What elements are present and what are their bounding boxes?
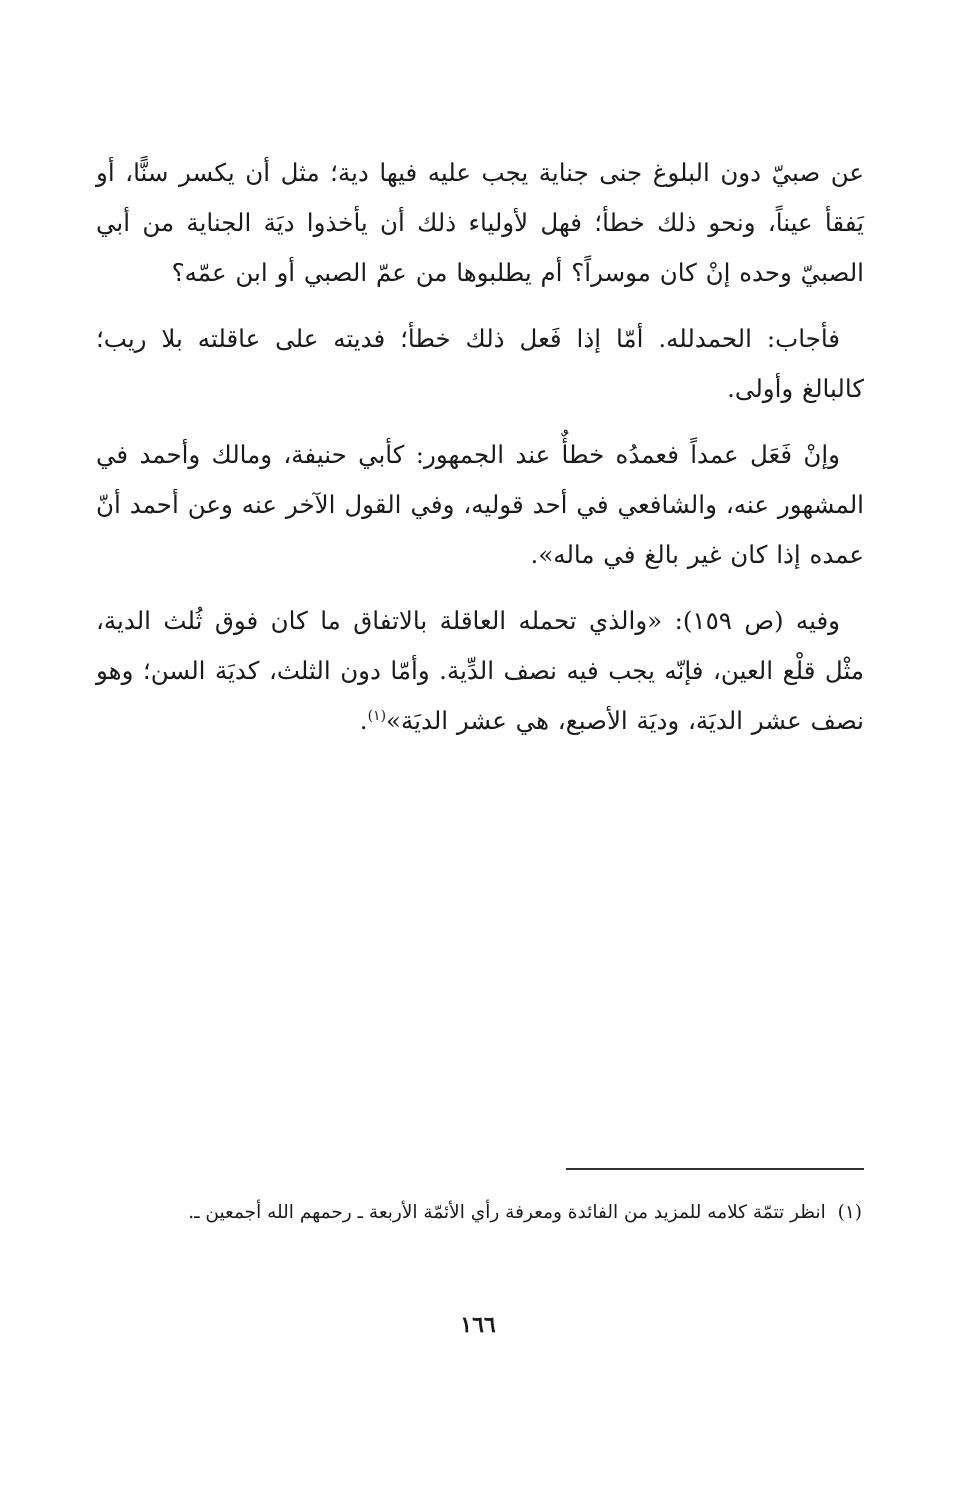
footnote-marker: (١) [837, 1202, 862, 1223]
main-text [96, 148, 864, 762]
paragraph-answer: فأجاب: الحمدلله. أمّا إذا فَعل ذلك خطأ؛ فديته على عاقلته بلا ريب؛ كالبالغ وأولى. [96, 324, 864, 403]
quote-tail: . [359, 706, 368, 735]
footnote-text: انظر تتمّة كلامه للمزيد من الفائدة ومعرفة رأي الأئمّة الأربعة ـ رحمهم الله أجمعين ـ. [188, 1202, 826, 1223]
paragraph-question: عن صبيّ دون البلوغ جنى جناية يجب عليه فيها دية؛ مثل أن يكسر سنًّا، أو يَفقأ عيناً، ونحو ذلك خطأ؛ فهل لأولياء ذلك أن يأخذوا ديَة الجناية من أبي الصبيّ وحده إنْ كان موسراً؟ أم يطلبوها من عمّ الصبي أو ابن عمّه؟ [96, 158, 864, 287]
paragraph-quote [96, 596, 864, 746]
page-number: ١٦٦ [460, 1312, 496, 1338]
quote-text: وفيه (ص ١٥٩): «والذي تحمله العاقلة بالاتفاق ما كان فوق ثُلث الدية، مثْل قلْع العين، فإنّه يجب فيه نصف الدِّية. وأمّا دون الثلث، كديَة السن؛ وهو نصف عشر الديَة، وديَة الأصبع، هي عشر الديَة» [96, 606, 864, 735]
footnote-divider [566, 1168, 864, 1170]
paragraph-intentional: وإنْ فَعَل عمداً فعمدُه خطأٌ عند الجمهور: كأبي حنيفة، ومالك وأحمد في المشهور عنه، والشافعي في أحد قوليه، وفي القول الآخر عنه وعن أحمد أنّ عمده إذا كان غير بالغ في ماله». [96, 440, 864, 569]
footnote [96, 1190, 862, 1236]
footnote-reference[interactable]: (١) [367, 707, 387, 724]
